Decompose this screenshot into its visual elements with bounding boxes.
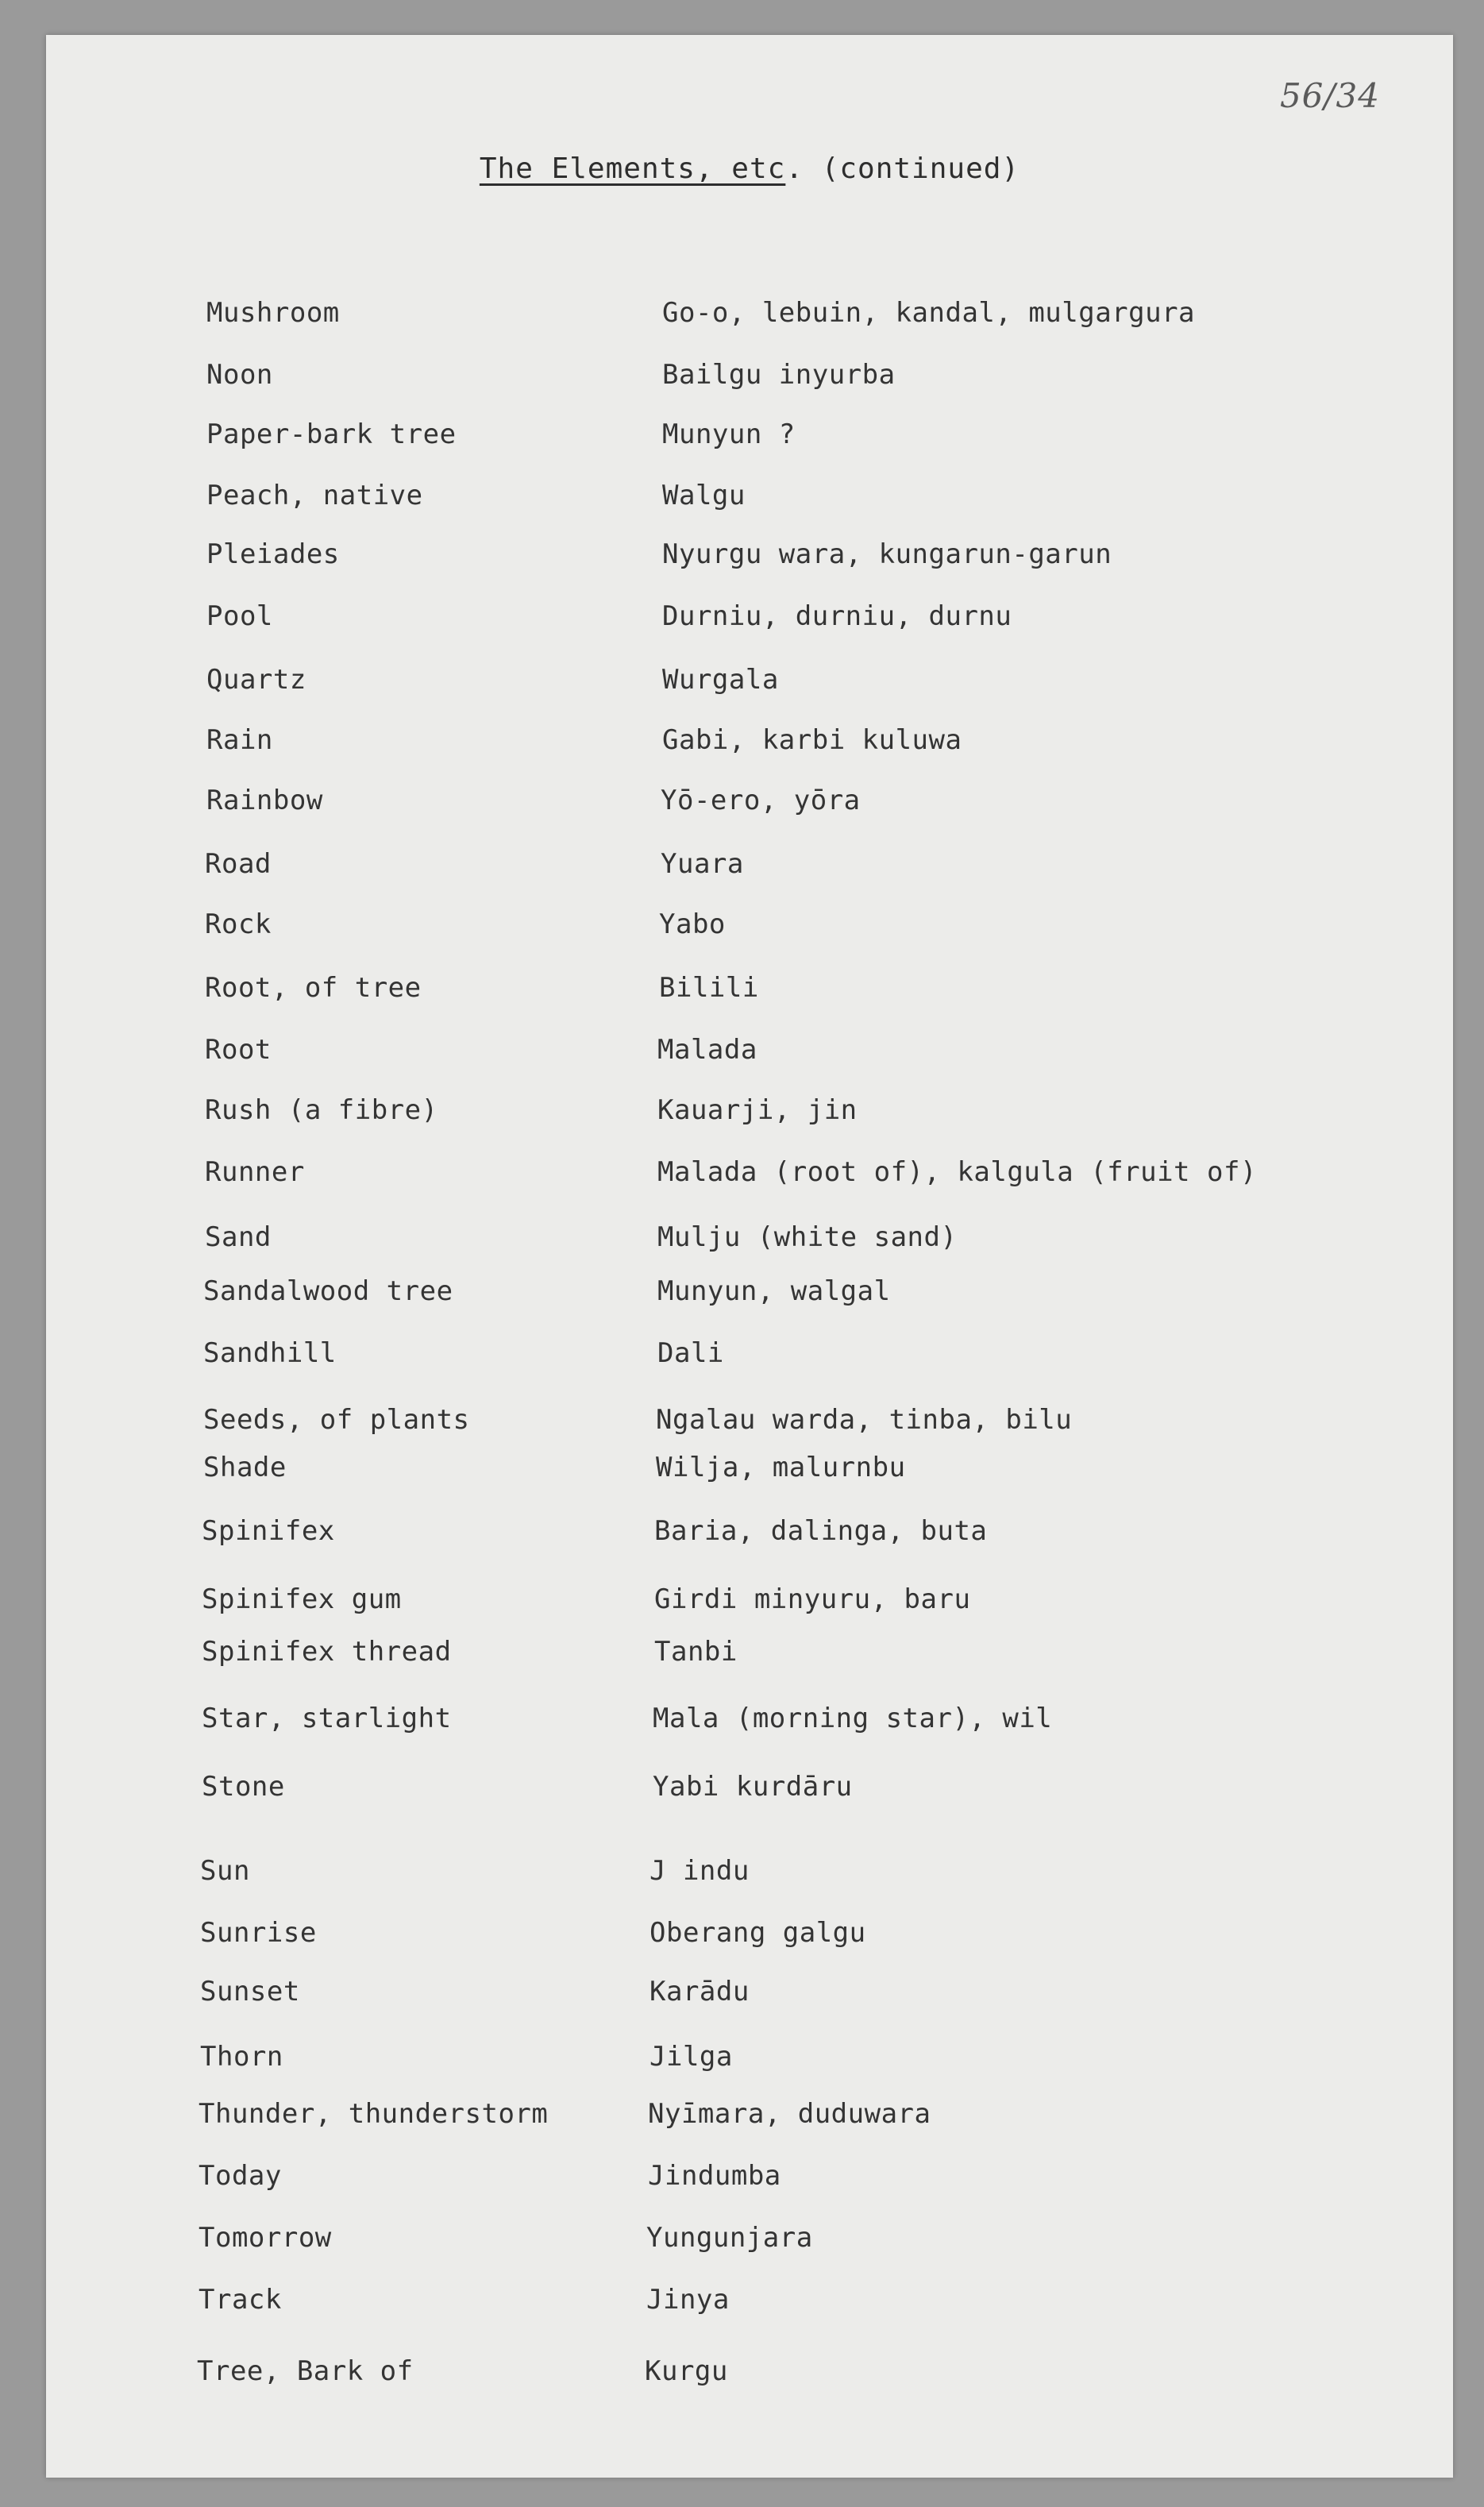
list-item (46, 2098, 1453, 2138)
list-item (46, 664, 1453, 704)
list-item (46, 1337, 1453, 1377)
english-term: Sunset (200, 1976, 300, 2008)
english-term: Root, of tree (205, 972, 422, 1004)
english-term: Root (205, 1034, 272, 1066)
native-term: Yō-ero, yōra (661, 785, 861, 816)
english-term: Spinifex thread (202, 1636, 452, 1668)
native-term: Jilga (649, 2041, 733, 2073)
list-item (46, 724, 1453, 764)
english-term: Spinifex gum (202, 1583, 402, 1615)
native-term: Karādu (649, 1976, 750, 2008)
page-number: 56/34 (1279, 76, 1380, 115)
list-item (46, 908, 1453, 948)
english-term: Thunder, thunderstorm (199, 2098, 549, 2130)
english-term: Today (199, 2160, 282, 2192)
native-term: Durniu, durniu, durnu (662, 600, 1012, 632)
english-term: Pool (206, 600, 273, 632)
native-term: Ngalau warda, tinba, bilu (656, 1404, 1073, 1436)
english-term: Quartz (206, 664, 306, 696)
list-item (46, 972, 1453, 1012)
english-term: Spinifex (202, 1515, 335, 1547)
list-item (46, 359, 1453, 399)
native-term: Go-o, lebuin, kandal, mulgargura (662, 297, 1196, 329)
list-item (46, 1452, 1453, 1491)
native-term: Munyun, walgal (657, 1275, 891, 1307)
native-term: Yungunjara (646, 2222, 813, 2254)
english-term: Mushroom (206, 297, 340, 329)
native-term: Dali (657, 1337, 724, 1369)
list-item (46, 1636, 1453, 1676)
native-term: Malada (root of), kalgula (fruit of) (657, 1156, 1257, 1188)
native-term: Mulju (white sand) (657, 1221, 958, 1253)
english-term: Star, starlight (202, 1703, 452, 1734)
english-term: Tomorrow (199, 2222, 332, 2254)
list-item (46, 1976, 1453, 2015)
title-underlined: The Elements, etc (479, 152, 786, 185)
list-item (46, 1917, 1453, 1957)
english-term: Sun (200, 1855, 250, 1887)
vocabulary-list (46, 35, 1453, 2478)
english-term: Paper-bark tree (206, 418, 457, 450)
list-item (46, 785, 1453, 824)
native-term: Wilja, malurnbu (656, 1452, 906, 1483)
list-item (46, 2160, 1453, 2200)
english-term: Seeds, of plants (203, 1404, 470, 1436)
native-term: Bilili (659, 972, 759, 1004)
list-item (46, 2284, 1453, 2324)
english-term: Sunrise (200, 1917, 317, 1949)
native-term: Munyun ? (662, 418, 796, 450)
list-item (46, 1703, 1453, 1742)
english-term: Stone (202, 1771, 285, 1803)
native-term: J indu (649, 1855, 750, 1887)
native-term: Tanbi (654, 1636, 738, 1668)
english-term: Rush (a fibre) (205, 1094, 438, 1126)
english-term: Rock (205, 908, 272, 940)
list-item (46, 2355, 1453, 2395)
native-term: Jinya (646, 2284, 730, 2316)
list-item (46, 1855, 1453, 1895)
native-term: Oberang galgu (649, 1917, 866, 1949)
native-term: Yabo (659, 908, 726, 940)
list-item (46, 2041, 1453, 2081)
native-term: Walgu (662, 480, 746, 511)
native-term: Yuara (661, 848, 744, 880)
native-term: Yabi kurdāru (653, 1771, 853, 1803)
list-item (46, 1221, 1453, 1261)
english-term: Pleiades (206, 538, 340, 570)
english-term: Noon (206, 359, 273, 391)
list-item (46, 418, 1453, 458)
native-term: Bailgu inyurba (662, 359, 896, 391)
english-term: Road (205, 848, 272, 880)
document-page (46, 35, 1453, 2478)
native-term: Mala (morning star), wil (653, 1703, 1053, 1734)
native-term: Jindumba (648, 2160, 781, 2192)
english-term: Rainbow (206, 785, 323, 816)
list-item (46, 600, 1453, 640)
native-term: Nyīmara, duduwara (648, 2098, 931, 2130)
list-item (46, 1156, 1453, 1196)
native-term: Kurgu (645, 2355, 728, 2387)
native-term: Nyurgu wara, kungarun-garun (662, 538, 1112, 570)
native-term: Kauarji, jin (657, 1094, 858, 1126)
native-term: Wurgala (662, 664, 779, 696)
title-rest: . (continued) (785, 152, 1020, 185)
list-item (46, 2222, 1453, 2262)
list-item (46, 1515, 1453, 1555)
list-item (46, 480, 1453, 519)
english-term: Tree, Bark of (197, 2355, 414, 2387)
english-term: Peach, native (206, 480, 423, 511)
english-term: Rain (206, 724, 273, 756)
list-item (46, 1275, 1453, 1315)
list-item (46, 1771, 1453, 1811)
list-item (46, 538, 1453, 578)
native-term: Baria, dalinga, buta (654, 1515, 988, 1547)
list-item (46, 1034, 1453, 1074)
list-item (46, 1094, 1453, 1134)
native-term: Girdi minyuru, baru (654, 1583, 971, 1615)
english-term: Sandalwood tree (203, 1275, 453, 1307)
native-term: Malada (657, 1034, 757, 1066)
english-term: Sand (205, 1221, 272, 1253)
list-item (46, 297, 1453, 337)
english-term: Shade (203, 1452, 287, 1483)
native-term: Gabi, karbi kuluwa (662, 724, 962, 756)
english-term: Sandhill (203, 1337, 337, 1369)
english-term: Thorn (200, 2041, 283, 2073)
list-item (46, 1404, 1453, 1444)
list-item (46, 1583, 1453, 1623)
english-term: Track (199, 2284, 282, 2316)
list-item (46, 848, 1453, 888)
english-term: Runner (205, 1156, 305, 1188)
